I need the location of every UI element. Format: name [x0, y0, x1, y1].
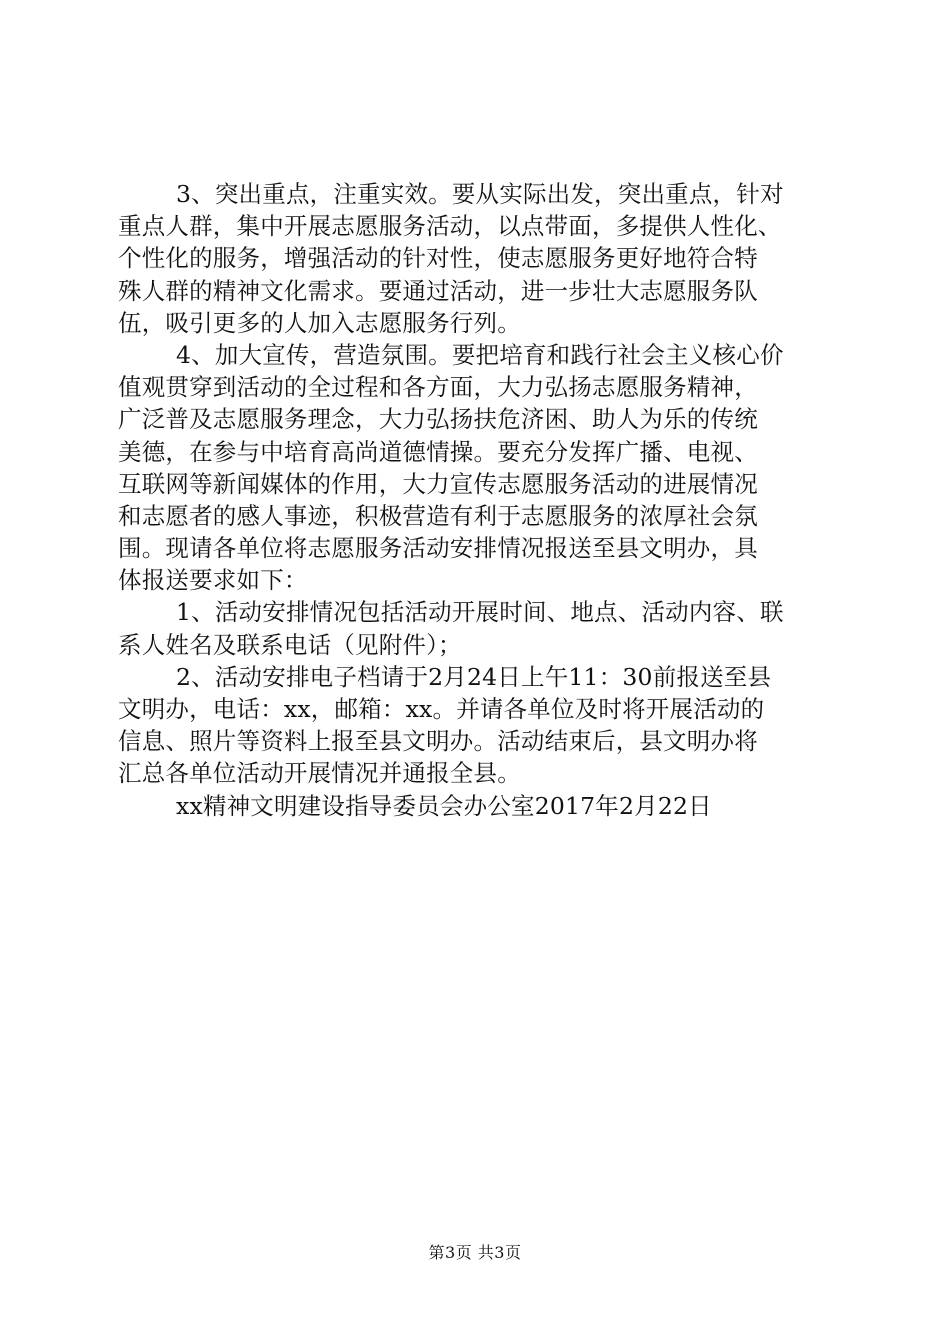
text-line: 体报送要求如下：: [118, 566, 308, 595]
text-line: 系人姓名及联系电话（见附件）；: [118, 630, 462, 659]
text-line: 围。现请各单位将志愿服务活动安排情况报送至县文明办，具: [118, 534, 758, 563]
text-line: 广泛普及志愿服务理念，大力弘扬扶危济困、助人为乐的传统: [118, 405, 758, 434]
text-line: 信息、照片等资料上报至县文明办。活动结束后，县文明办将: [118, 727, 758, 756]
text-line: 文明办，电话：xx，邮箱：xx。并请各单位及时将开展活动的: [118, 695, 765, 723]
text-line: 1、活动安排情况包括活动开展时间、地点、活动内容、联: [176, 598, 784, 627]
text-line: 值观贯穿到活动的全过程和各方面，大力弘扬志愿服务精神，: [118, 373, 758, 402]
text-line: 和志愿者的感人事迹，积极营造有利于志愿服务的浓厚社会氛: [118, 501, 758, 530]
text-line: 4、加大宣传，营造氛围。要把培育和践行社会主义核心价: [176, 340, 784, 369]
text-line: 殊人群的精神文化需求。要通过活动，进一步壮大志愿服务队: [118, 276, 758, 305]
text-line: 互联网等新闻媒体的作用，大力宣传志愿服务活动的进展情况: [118, 469, 758, 498]
page-footer: 第3页 共3页: [428, 1243, 522, 1262]
text-line: 伍，吸引更多的人加入志愿服务行列。: [118, 308, 521, 337]
text-line: 汇总各单位活动开展情况并通报全县。: [118, 759, 521, 788]
text-line: 3、突出重点，注重实效。要从实际出发，突出重点，针对: [176, 180, 784, 208]
document-body: [118, 178, 834, 822]
text-line: 重点人群，集中开展志愿服务活动，以点带面，多提供人性化、: [118, 212, 782, 241]
text-line: 美德，在参与中培育高尚道德情操。要充分发挥广播、电视、: [118, 437, 758, 466]
text-line: 个性化的服务，增强活动的针对性，使志愿服务更好地符合特: [118, 244, 758, 273]
text-line: xx精神文明建设指导委员会办公室2017年2月22日: [176, 791, 712, 820]
text-line: 2、活动安排电子档请于2月24日上午11：30前报送至县: [176, 662, 772, 691]
